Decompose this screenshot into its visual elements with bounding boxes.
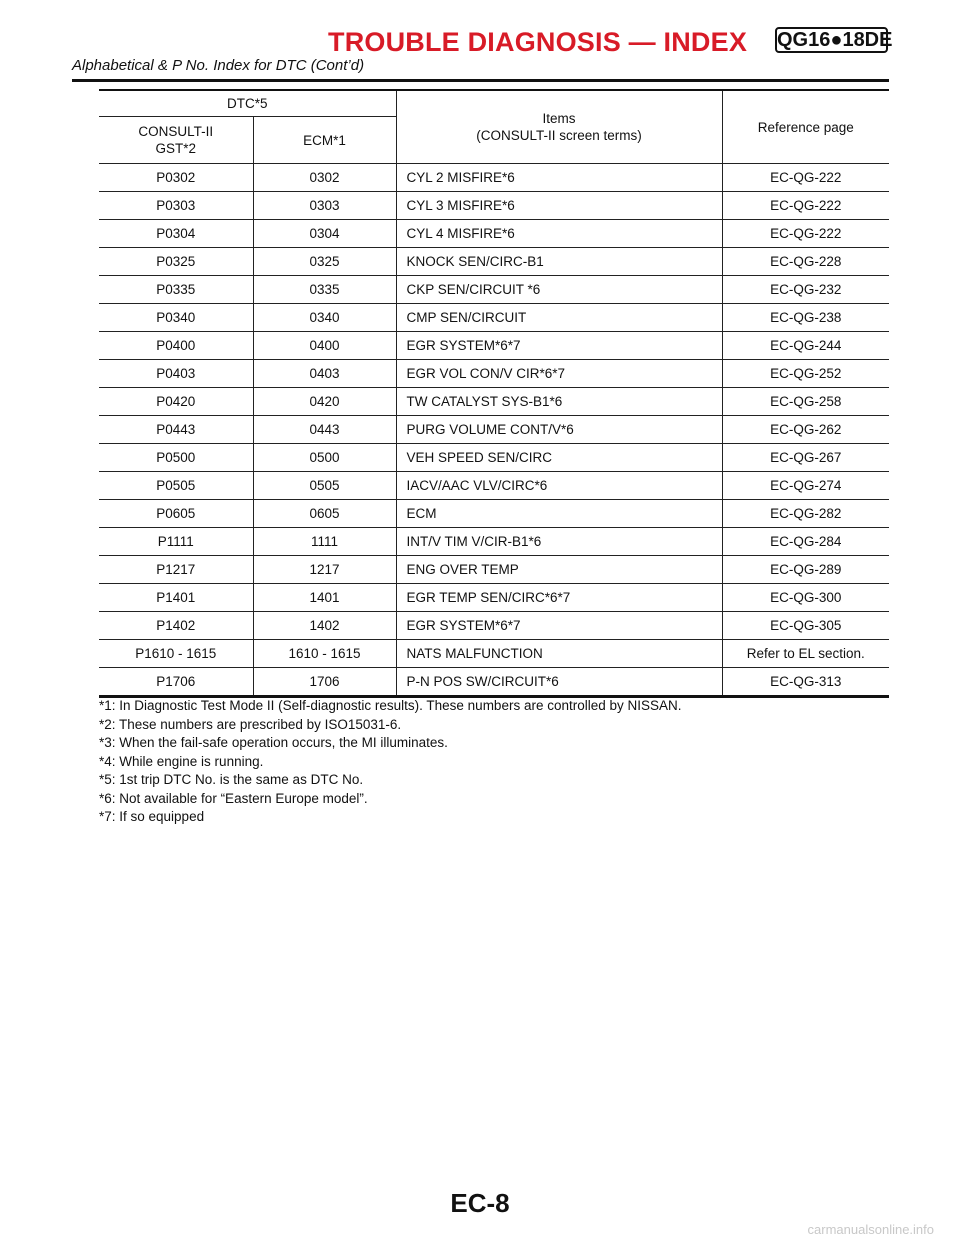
table-row	[99, 668, 889, 697]
cell-ecm: 0400	[253, 332, 396, 360]
cell-ecm: 0403	[253, 360, 396, 388]
cell-ref: EC-QG-267	[722, 444, 889, 472]
cell-consult: P0605	[99, 500, 253, 528]
cell-consult: P1402	[99, 612, 253, 640]
cell-ecm: 1706	[253, 668, 396, 697]
table-row	[99, 472, 889, 500]
cell-consult: P1401	[99, 584, 253, 612]
cell-ecm: 0340	[253, 304, 396, 332]
dtc-group-header: DTC*5	[99, 90, 396, 117]
cell-consult: P0403	[99, 360, 253, 388]
table-row	[99, 220, 889, 248]
cell-item: INT/V TIM V/CIR-B1*6	[396, 528, 722, 556]
table-row	[99, 444, 889, 472]
cell-ref: EC-QG-289	[722, 556, 889, 584]
cell-ecm: 0303	[253, 192, 396, 220]
cell-item: CMP SEN/CIRCUIT	[396, 304, 722, 332]
cell-consult: P0340	[99, 304, 253, 332]
cell-item: EGR TEMP SEN/CIRC*6*7	[396, 584, 722, 612]
cell-ref: EC-QG-282	[722, 500, 889, 528]
page-title: TROUBLE DIAGNOSIS — INDEX	[328, 27, 748, 57]
footnote: *6: Not available for “Eastern Europe model”.	[99, 790, 368, 806]
cell-consult: P1217	[99, 556, 253, 584]
cell-consult: P1111	[99, 528, 253, 556]
cell-item: VEH SPEED SEN/CIRC	[396, 444, 722, 472]
table-row	[99, 304, 889, 332]
table-row	[99, 164, 889, 192]
cell-ecm: 1217	[253, 556, 396, 584]
cell-item: NATS MALFUNCTION	[396, 640, 722, 668]
table-row	[99, 584, 889, 612]
dtc-index-table	[99, 89, 889, 698]
page-subtitle: Alphabetical & P No. Index for DTC (Cont’d)	[72, 57, 365, 74]
table-row	[99, 500, 889, 528]
cell-ref: EC-QG-222	[722, 164, 889, 192]
cell-ref: EC-QG-232	[722, 276, 889, 304]
cell-ref: EC-QG-222	[722, 220, 889, 248]
cell-ecm: 0420	[253, 388, 396, 416]
footnote: *7: If so equipped	[99, 809, 205, 824]
cell-ref: EC-QG-222	[722, 192, 889, 220]
table-row	[99, 192, 889, 220]
footnote: *4: While engine is running.	[99, 753, 264, 769]
cell-consult: P1706	[99, 668, 253, 697]
cell-ecm: 0302	[253, 164, 396, 192]
model-badge: QG16●18DE	[777, 29, 893, 51]
cell-ecm: 0500	[253, 444, 396, 472]
cell-ref: EC-QG-252	[722, 360, 889, 388]
table-row	[99, 248, 889, 276]
table-row	[99, 528, 889, 556]
footnote: *5: 1st trip DTC No. is the same as DTC No.	[99, 772, 364, 787]
table-row	[99, 388, 889, 416]
cell-ecm: 1402	[253, 612, 396, 640]
consult-gst-header: CONSULT-II GST*2	[99, 117, 253, 164]
ecm-header: ECM*1	[253, 117, 396, 164]
items-header: Items (CONSULT-II screen terms)	[396, 90, 722, 164]
cell-ref: Refer to EL section.	[722, 640, 889, 668]
footnotes	[99, 697, 682, 827]
cell-ref: EC-QG-305	[722, 612, 889, 640]
table-row	[99, 556, 889, 584]
cell-ref: EC-QG-274	[722, 472, 889, 500]
cell-ref: EC-QG-244	[722, 332, 889, 360]
page-number: EC-8	[450, 1188, 510, 1218]
cell-ecm: 1111	[253, 528, 396, 556]
footnote: *3: When the fail-safe operation occurs, the MI illuminates.	[99, 735, 448, 750]
cell-ref: EC-QG-284	[722, 528, 889, 556]
cell-item: CKP SEN/CIRCUIT *6	[396, 276, 722, 304]
cell-item: P-N POS SW/CIRCUIT*6	[396, 668, 722, 697]
cell-item: ECM	[396, 500, 722, 528]
cell-ref: EC-QG-228	[722, 248, 889, 276]
table-row	[99, 416, 889, 444]
cell-consult: P0443	[99, 416, 253, 444]
cell-ecm: 1610 - 1615	[253, 640, 396, 668]
cell-ecm: 0304	[253, 220, 396, 248]
cell-consult: P1610 - 1615	[99, 640, 253, 668]
cell-consult: P0304	[99, 220, 253, 248]
cell-ecm: 0443	[253, 416, 396, 444]
cell-ecm: 1401	[253, 584, 396, 612]
cell-item: PURG VOLUME CONT/V*6	[396, 416, 722, 444]
cell-item: TW CATALYST SYS-B1*6	[396, 388, 722, 416]
cell-item: IACV/AAC VLV/CIRC*6	[396, 472, 722, 500]
cell-item: EGR SYSTEM*6*7	[396, 612, 722, 640]
cell-consult: P0505	[99, 472, 253, 500]
cell-ref: EC-QG-313	[722, 668, 889, 697]
cell-item: ENG OVER TEMP	[396, 556, 722, 584]
cell-ref: EC-QG-262	[722, 416, 889, 444]
cell-item: CYL 3 MISFIRE*6	[396, 192, 722, 220]
cell-consult: P0400	[99, 332, 253, 360]
cell-item: EGR VOL CON/V CIR*6*7	[396, 360, 722, 388]
footnote: *1: In Diagnostic Test Mode II (Self-diagnostic results). These numbers are controlled by NISSAN.	[99, 698, 682, 713]
table-row	[99, 612, 889, 640]
cell-item: CYL 4 MISFIRE*6	[396, 220, 722, 248]
cell-ecm: 0335	[253, 276, 396, 304]
watermark: carmanualsonline.info	[807, 1222, 934, 1237]
cell-consult: P0420	[99, 388, 253, 416]
table-row	[99, 276, 889, 304]
table-row	[99, 640, 889, 668]
header-rule	[72, 79, 889, 82]
reference-header: Reference page	[722, 90, 889, 164]
cell-ref: EC-QG-238	[722, 304, 889, 332]
cell-item: KNOCK SEN/CIRC-B1	[396, 248, 722, 276]
cell-ecm: 0325	[253, 248, 396, 276]
footnote: *2: These numbers are prescribed by ISO15031-6.	[99, 716, 402, 732]
cell-consult: P0500	[99, 444, 253, 472]
cell-ecm: 0605	[253, 500, 396, 528]
cell-consult: P0335	[99, 276, 253, 304]
cell-consult: P0303	[99, 192, 253, 220]
cell-consult: P0325	[99, 248, 253, 276]
cell-ref: EC-QG-258	[722, 388, 889, 416]
cell-item: CYL 2 MISFIRE*6	[396, 164, 722, 192]
table-row	[99, 332, 889, 360]
cell-consult: P0302	[99, 164, 253, 192]
cell-ref: EC-QG-300	[722, 584, 889, 612]
table-row	[99, 360, 889, 388]
cell-ecm: 0505	[253, 472, 396, 500]
cell-item: EGR SYSTEM*6*7	[396, 332, 722, 360]
